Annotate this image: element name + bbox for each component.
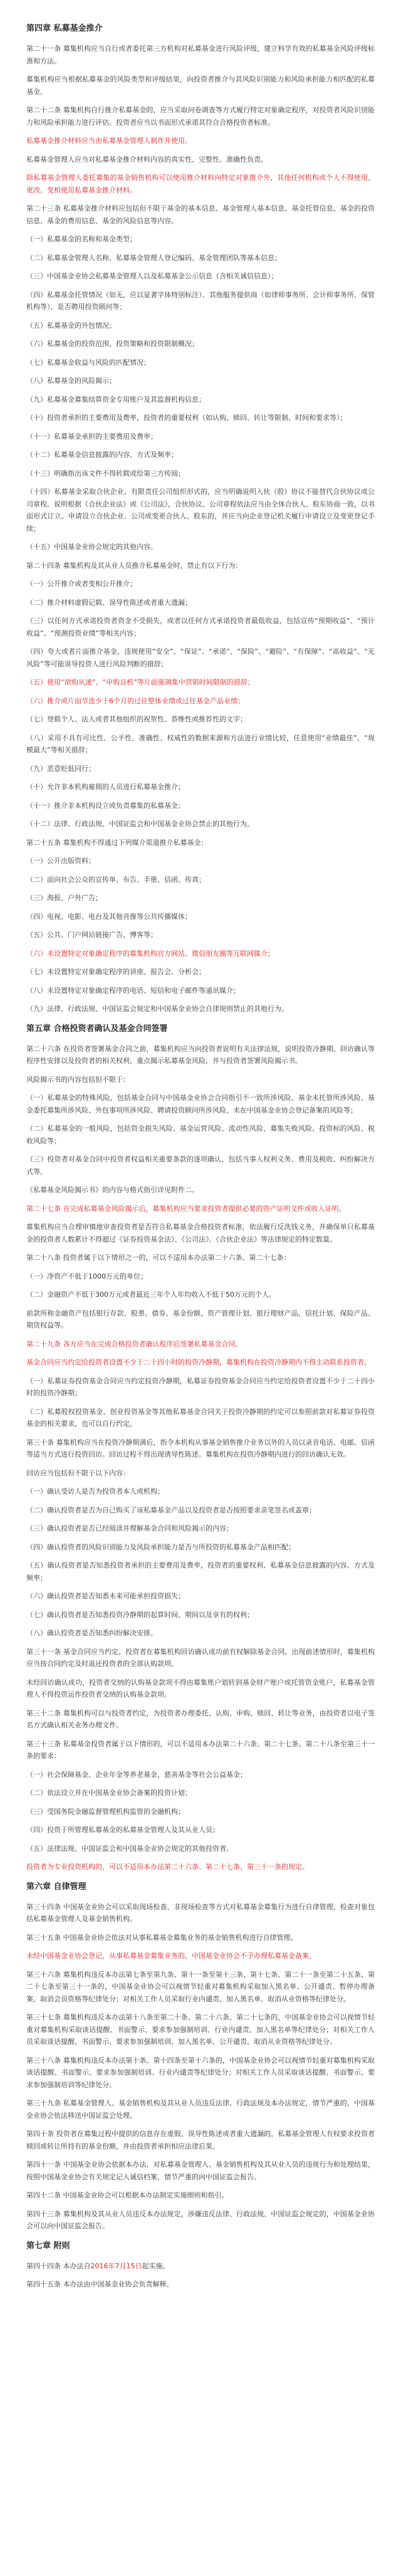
paragraph: （五）私募基金的外包情况； [26,321,116,330]
highlighted-paragraph: 第二十七条 在完成私募基金风险揭示后，募集机构应当要求投资者提供必要的资产证明文件或收入证明。 [26,1204,346,1213]
paragraph: （十五）中国基金业协会规定的其他内容。 [26,543,157,551]
paragraph: （十一）私募基金承担的主要费用及费率； [26,432,157,441]
paragraph: （一）公开推介或者变相公开推介； [26,580,137,588]
paragraph: （七）登载个人、法人或者其他组织的祝贺性、恭维性或推荐性的文字； [26,715,247,723]
paragraph: （十一）推介非本机构设立或负责募集的私募基金； [26,801,185,810]
paragraph: （四）确认投资者的风险识别能力及风险承担能力是否与所投资的私募基金产品相匹配； [26,1542,295,1551]
paragraph: （一）确认受访人是否为投资者本人或机构； [26,1487,164,1495]
highlighted-paragraph: 私募基金推介材料应当由私募基金管理人制作并使用。 [26,137,192,145]
paragraph: （三）海报、户外广告； [26,894,102,902]
paragraph: （十三）明确指出该文件不得转载或给第三方传阅； [26,469,185,478]
paragraph: 第二十一条 募集机构应当自行或者委托第三方机构对私募基金进行风险评级，建立科学有效的私募基金风险评级标准和方法。 [26,45,375,65]
paragraph: 第四十条 投资者在募集过程中提供的信息存在虚假、误导性陈述或者重大遗漏的，私募基金管理人有权要求投资者赎回或转让所持有的基金份额，并由投资者承担相应法律后果。 [26,2130,375,2150]
highlighted-paragraph: （六）未设置特定对象确定程序的募集机构官方网站、微信朋友圈等互联网媒介； [26,949,274,958]
paragraph: 第三十条 募集机构应当在投资冷静期满后，指令本机构从事基金销售推介业务以外的人员以录音电话、电邮、信函等适当方式进行投资回访。回访过程不得出现诱导性陈述。募集机构在投资冷静期内进行的回访确认无效。 [26,1438,375,1458]
paragraph: 第三十二条 募集机构可以与投资者约定，为投资者办理委托、认购、申购、赎回、转让等业务，由投资者以电子签名方式确认相关业务办理文件。 [26,1709,375,1729]
paragraph: 第三十六条 募集机构违反本办法第七条至第九条、第十一条至第十三条、第十七条、第二十一条至第二十五条、第二十七条至第三十一条的，中国基金业协会可以视情节轻重对募集机构采取加入黑名单、公开谴责、暂停办理备案、取消会员资格等纪律处分；对相关工作人员采取行业内谴责、加入黑名单、取消从业资格等纪律处分。 [26,1970,375,2003]
paragraph: （六）私募基金的投资范围、投资策略和投资限制概况； [26,340,199,348]
paragraph: 第三十九条 私募基金管理人、基金销售机构及其从业人员违反法律、行政法规及本办法规定，情节严重的，中国基金业协会依法移送中国证监会处理。 [26,2099,375,2120]
paragraph: （五）公共、门户网站链接广告、博客等； [26,931,157,939]
chapter-heading: 第七章 附则 [26,2241,70,2251]
highlighted-paragraph: 未经中国基金业协会登记，从事私募基金募集业务的，中国基金业协会不予办理私募基金备案。 [26,1952,316,1960]
paragraph: （六）确认投资者是否知悉未来可能承担投资损失； [26,1592,185,1600]
paragraph: （一）私募基金的名称和基金类型； [26,235,137,243]
paragraph: 第四十三条 募集机构及其从业人员违反本办法规定，涉嫌违反法律、行政法规、中国证监会规定的，中国基金业协会可以向中国证监会报告。 [26,2209,375,2230]
paragraph: 第二十六条 在投资者签署基金合同之前，募集机构应当向投资者说明有关法律法规，说明投资冷静期、回访确认等程序性安排以及投资者的相关权利，重点揭示私募基金风险，并与投资者签署风险揭示书。 [26,1044,375,1065]
paragraph: （八）私募基金的风险揭示； [26,377,116,385]
paragraph: 第三十三条 私募基金投资者属于以下情形的，可以不适用本办法第二十六条、第二十七条、第二十八条至第三十一条的要求： [26,1739,375,1760]
paragraph: 《私募基金风险揭示书》的内容与格式指引详见附件二。 [26,1186,199,1194]
paragraph: 回访应当包括但不限于以下内容： [26,1469,130,1477]
highlighted-paragraph: 投资者为专业投资机构的，可以不适用本办法第二十六条、第二十七条、第三十一条的规定。 [26,1863,309,1871]
paragraph: 私募基金管理人应当对私募基金推介材料内容的真实性、完整性、准确性负责。 [26,155,268,164]
paragraph: （十）允许非本机构雇佣的人员进行私募基金推介； [26,783,185,791]
paragraph: （八）未设置特定对象确定程序的电话、短信和电子邮件等通讯媒介； [26,986,240,995]
chapter-heading: 第四章 私募基金推介 [26,24,103,33]
paragraph: （九）恶意贬低同行； [26,764,95,773]
paragraph: （一）公开出版资料； [26,857,95,865]
paragraph: （二）面向社会公众的宣传单、布告、手册、信函、传真； [26,875,206,884]
paragraph: （二）推介材料虚假记载、误导性陈述或者重大遗漏； [26,598,192,607]
highlighted-paragraph: （五）使用“欲购从速”、“申购良机”等片面强调集中营销时间限制的措辞； [26,678,254,686]
paragraph: （五）确认投资者是否知悉投资者承担的主要费用及费率，投资者的重要权利、私募基金信息披露的内容、方式及频率； [26,1561,375,1582]
paragraph: 第三十五条 中国基金业协会依法对从事私募基金募集业务的基金销售机构进行自律管理。 [26,1933,298,1942]
highlighted-text: 2016年7月15日 [90,2261,142,2270]
paragraph: （三）确认投资者是否已经阅读并理解基金合同和风险揭示的内容； [26,1524,233,1532]
paragraph: （十二）私募基金信息披露的内容、方式及频率； [26,451,178,459]
paragraph: （十二）法律、行政法规、中国证监会和中国基金业协会禁止的其他行为。 [26,820,254,828]
paragraph: （七）私募基金收益与风险的匹配情况； [26,358,150,367]
paragraph: （四）投资于所管理私募基金的私募基金管理人及其从业人员； [26,1826,219,1834]
paragraph: 第二十三条 私募基金推介材料应包括但不限于基金的基本信息、基金管理人基本信息、基金托管信息、基金的投资信息、基金的费用信息、基金的风险信息等内容。 [26,204,375,225]
chapter-heading: 第六章 自律管理 [26,1882,86,1892]
paragraph: 第四十二条 中国基金业协会可以根据本办法制定实施细则和指引。 [26,2191,229,2199]
paragraph: 募集机构应当合理审慎地审查投资者是否符合私募基金合格投资者标准，依法履行反洗钱义务，并确保单只私募基金的投资者人数累计不得超过《证券投资基金法》、《公司法》、《合伙企业法》等法律规定的特定数量。 [26,1223,375,1243]
paragraph: （四）电视、电影、电台及其他音像等公共传播媒体； [26,912,192,921]
paragraph: 第三十七条 募集机构违反本办法第十八条至第二十条、第二十六条、第二十七条的，中国基金业协会可以视情节轻重对募集机构采取谈话提醒、书面警示、要求参加强制培训、行业内谴责、加入黑名单等纪律处分；对相关工作人员采取谈话提醒、书面警示、要求参加强制培训、加入黑名单、公开谴责、取消从业资格等纪律处分。 [26,2013,375,2046]
paragraph-text: 起实施。 [142,2261,170,2270]
paragraph: （二）私募股权投资基金、创业投资基金等其他私募基金合同关于投资冷静期的约定可以参照前款对私募证券投资基金的相关要求，也可以自行约定。 [26,1407,375,1428]
paragraph: 第二十八条 投资者属于以下情形之一的，可以不适用本办法第二十六条、第二十七条： [26,1254,291,1262]
paragraph: 第三十八条 募集机构违反本办法第十条、第十四条至第十六条的，中国基金业协会可以视情节轻重对募集机构采取谈话提醒、书面警示、要求参加强制培训、行业内谴责等纪律处分；对相关工作人员采取谈话提醒、书面警示、要求参加强制培训等纪律处分。 [26,2056,375,2089]
paragraph: （九）私募基金募集结算资金专用账户及其监督机构信息； [26,395,206,404]
paragraph: 第四十五条 本办法由中国基金业协会负责解释。 [26,2280,174,2288]
paragraph: （一）私募证券投资基金合同应当约定投资冷静期，私募证券投资基金合同应当约定给投资者设置不少于二十四小时的投资冷静期； [26,1376,375,1397]
paragraph: （二）金融资产不低于300万元或者最近三年个人年均收入不低于50万元的个人。 [26,1291,276,1299]
paragraph: （三）中国基金业协会私募基金管理人以及私募基金公示信息（含相关诚信信息）； [26,272,278,280]
paragraph: （一）净资产不低于1000万元的单位； [26,1272,147,1280]
paragraph: 第三十四条 中国基金业协会可以采取现场检查、非现场检查等方式对私募基金募集行为进行自律管理，检查对象包括私募基金管理人及基金销售机构。 [26,1902,375,1923]
paragraph: （二）私募基金管理人名称、私募基金管理人登记编码、基金管理团队等基本信息； [26,253,281,262]
paragraph: （八）采用不具有可比性、公平性、准确性、权威性的数据来源和方法进行业绩比较，任意使用“业绩最佳”、“规模最大”等相关措辞； [26,733,375,754]
paragraph: 第三十一条 基金合同应当约定，投资者在募集机构回访确认成功前有权解除基金合同。出现前述情形时，募集机构应当按合同约定及时退还投资者的全部认购款项。 [26,1647,375,1668]
paragraph: 第二十二条 募集机构自行推介私募基金的，应当采取问卷调查等方式履行特定对象确定程序，对投资者风险识别能力和风险承担能力进行评估。投资者应当以书面形式承诺其符合合格投资者标准。 [26,106,375,127]
paragraph: （九）法律、行政法规、中国证监会规定和中国基金业协会自律规则禁止的其他行为。 [26,1005,288,1013]
paragraph: （二）依法设立并在中国基金业协会备案的投资计划； [26,1789,192,1797]
paragraph: （五）法律法规、中国证监会和中国基金业协会规定的其他投资者。 [26,1844,233,1853]
paragraph: 风险揭示书的内容包括但不限于： [26,1075,130,1084]
chapter-heading: 第五章 合格投资者确认及基金合同签署 [26,1024,168,1034]
paragraph: 第二十四条 募集机构及其从业人员推介私募基金时，禁止有以下行为： [26,561,242,570]
highlighted-paragraph: （六）推介或片面节选少于6个月的过往整体业绩或过往基金产品业绩； [26,696,244,705]
paragraph: （七）确认投资者是否知悉投资冷静期的起算时间、期间以及享有的权利； [26,1610,254,1619]
paragraph: （十四）私募基金采取合伙企业、有限责任公司组织形式的，应当明确说明入伙（股）协议不能替代合伙协议或公司章程。说明根据《合伙企业法》或《公司法》，合伙协议、公司章程依法应当由全体合伙人、股东协商一致，以书面形式订立。申请设立合伙企业、公司或变更合伙人、股东的，并应当向企业登记机关履行申请设立及变更登记手续； [26,488,375,533]
paragraph: （四）夸大或者片面推介基金，违规使用“安全”、“保证”、“承诺”、“保险”、“避险”、“有保障”、“高收益”、“无风险”等可能误导投资人进行风险判断的措辞； [26,647,375,668]
paragraph: （二）私募基金的一般风险，包括资金损失风险、基金运营风险、流动性风险、募集失败风险、投资标的风险、税收风险等； [26,1124,375,1145]
paragraph: （三）投资者对基金合同中投资者权益相关重要条款的逐项确认，包括当事人权利义务、费用及税收、纠纷解决方式等。 [26,1155,375,1176]
paragraph: （四）私募基金托管情况（如无，应以显著字体特别标注）、其他服务提供商（如律师事务所、会计师事务所、保管机构等），是否聘用投资顾问等； [26,290,375,311]
paragraph: （一）私募基金的特殊风险，包括基金合同与中国基金业协会合同指引不一致所涉风险、基金未托管所涉风险、基金委托募集所涉风险、外包事项所涉风险、聘请投资顾问所涉风险、未在中国基金业协会登记备案的风险等； [26,1094,375,1114]
highlighted-paragraph: 第二十九条 各方应当在完成合格投资者确认程序后签署私募基金合同。 [26,1339,242,1348]
paragraph: （三）以任何方式承诺投资者资金不受损失，或者以任何方式承诺投资者最低收益，包括宣传“预期收益”、“预计收益”、“预测投资业绩”等相关内容； [26,617,375,637]
paragraph: 未经回访确认成功，投资者交纳的认购基金款项不得由募集账户划转到基金财产账户或托管资金账户，私募基金管理人不得投资运作投资者交纳的认购基金款项。 [26,1678,375,1699]
paragraph-text: 第四十四条 本办法自 [26,2261,91,2270]
paragraph: 第四十一条 中国基金业协会依据本办法，对私募基金管理人、基金销售机构及其从业人员的违规行为和处理结果，按照中国基金业协会有关规定记入诚信档案，情节严重的向中国证监会报告。 [26,2160,375,2181]
highlighted-paragraph: 基金合同应当约定给投资者设置不少于二十四小时的投资冷静期，募集机构在投资冷静期内不得主动联系投资者。 [26,1358,371,1366]
paragraph: （十）投资者承担的主要费用及费率，投资者的重要权利（如认购、赎回、转让等限制、时间和要求等）； [26,414,347,422]
paragraph: （七）未设置特定对象确定程序的讲座、报告会、分析会； [26,968,206,976]
paragraph: 第二十五条 募集机构不得通过下列媒介渠道推介私募基金： [26,838,208,847]
paragraph: （二）确认投资者是否为自己购买了该私募基金产品以及投资者是否按照要求亲笔签名或盖章； [26,1505,316,1514]
paragraph: 前款所称金融资产包括银行存款、股票、债券、基金份额、资产管理计划、银行理财产品、信托计划、保险产品、期货权益等。 [26,1309,375,1329]
paragraph: （三）受国务院金融监督管理机构监管的金融机构； [26,1807,185,1816]
paragraph: （一）社会保障基金、企业年金等养老基金，慈善基金等社会公益基金； [26,1770,247,1779]
paragraph: 募集机构应当根据私募基金的风险类型和评级结果，向投资者推介与其风险识别能力和风险承担能力相匹配的私募基金。 [26,75,375,96]
highlighted-paragraph: 除私募基金管理人委托募集的基金销售机构可以使用推介材料向特定对象推介外，其他任何机构或个人不得使用、更改、变相使用私募基金推介材料。 [26,174,375,194]
paragraph: （八）确认投资者是否知悉纠纷解决安排。 [26,1629,157,1637]
paragraph [26,2260,375,2273]
